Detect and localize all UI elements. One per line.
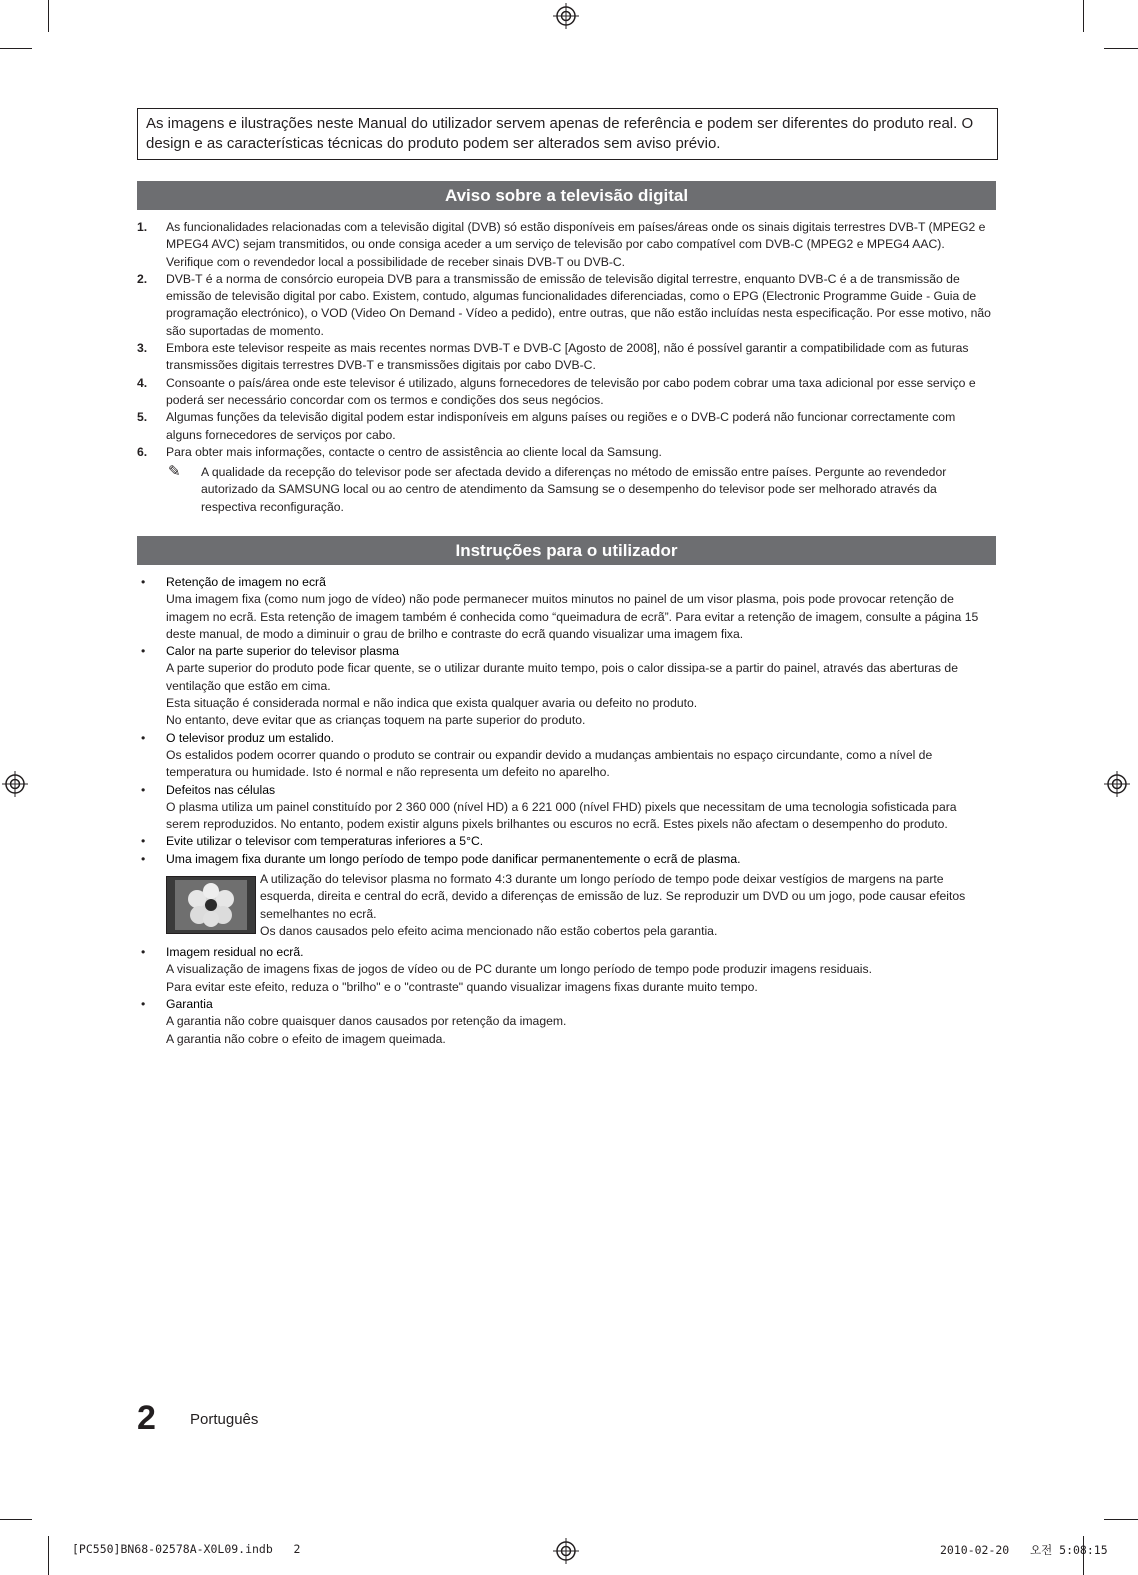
list-item — [137, 271, 993, 340]
crop-mark — [48, 0, 49, 32]
list-item — [137, 996, 993, 1048]
print-slug-file: [PC550]BN68-02578A-X0L09.indb 2 — [72, 1542, 301, 1556]
digital-tv-notice-list — [137, 219, 993, 516]
note-text: A qualidade da recepção do televisor pode ser afectada devido a diferenças no método de emissão entre países. Pergunte ao revendedor autorizado da SAMSUNG local ou ao centro de atendimento da Samsung se o desempenho do televisor pode ser melhorado através da respectiva reconfiguração. — [201, 465, 947, 514]
item-text: Uma imagem fixa (como num jogo de vídeo) não pode permanecer muitos minutos no painel de um visor plasma, pois pode provocar retenção de imagem no ecrã. Esta retenção de imagem também é conhecida como “queimadura de ecrã”. Para evitar a retenção de imagem, consulte a página 15 deste manual, de modo a diminuir o grau de brilho e contraste do ecrã quando visualizar uma imagem fixa. — [166, 592, 979, 641]
disclaimer-box: As imagens e ilustrações neste Manual do utilizador servem apenas de referência e podem ser diferentes do produto real. O design e as características técnicas do produto podem ser alterados sem aviso prévio. — [137, 108, 998, 160]
item-heading: Evite utilizar o televisor com temperaturas inferiores a 5°C. — [166, 834, 484, 849]
image-caption — [166, 871, 993, 940]
item-heading: Defeitos nas células — [166, 782, 276, 797]
crop-mark — [1104, 1519, 1138, 1520]
item-text: Embora este televisor respeite as mais recentes normas DVB-T e DVB-C [Agosto de 2008], não é possível garantir a compatibilidade com as futuras transmissões digitais terrestres DVB-T e transmissões digitais por cabo DVB-C. — [166, 341, 969, 373]
item-text: Para evitar este efeito, reduza o "brilho" e o "contraste" quando visualizar imagens fixas durante muito tempo. — [166, 979, 758, 994]
list-item — [137, 574, 993, 643]
bullet-icon: • — [141, 782, 146, 797]
section-title-digital-tv: Aviso sobre a televisão digital — [137, 181, 996, 210]
list-item — [137, 730, 993, 782]
item-text: Algumas funções da televisão digital podem estar indisponíveis em alguns países ou regiões e o DVB-C poderá não funcionar correctamente com alguns fornecedores de serviços por cabo. — [166, 410, 956, 442]
crop-mark — [1104, 48, 1138, 49]
list-item — [137, 833, 993, 850]
item-text: Os estalidos podem ocorrer quando o produto se contrair ou expandir devido a mudanças ambientais no espaço circundante, como a nível de temperatura ou humidade. Isto é normal e não representa um defeito no aparelho. — [166, 747, 933, 780]
item-heading: Garantia — [166, 996, 213, 1011]
item-text: A visualização de imagens fixas de jogos de vídeo ou de PC durante um longo período de tempo pode produzir imagens residuais. — [166, 962, 872, 977]
item-text: DVB-T é a norma de consórcio europeia DVB para a transmissão de emissão de televisão digital terrestre, enquanto DVB-C é a de transmissão de emissão de televisão digital por cabo. Existem, contudo, algumas funcionalidades diferenciadas, como o EPG (Electronic Programme Guide - Guia de programação electrónico), o VOD (Video On Demand - Vídeo a pedido), entre outras, que não estão incluídas nesta especificação. Por esse motivo, não são suportadas de momento. — [166, 271, 991, 338]
caption-text: Os danos causados pelo efeito acima mencionado não estão cobertos pela garantia. — [260, 923, 718, 938]
bullet-icon: • — [141, 644, 146, 659]
caption-text: A utilização do televisor plasma no formato 4:3 durante um longo período de tempo pode deixar vestígios de margens na parte esquerda, direita e central do ecrã, devido a diferenças de emissão de luz. Se reproduzir um DVD ou um jogo, pode causar efeitos semelhantes no ecrã. — [260, 872, 966, 921]
item-text: A garantia não cobre o efeito de imagem queimada. — [166, 1031, 446, 1046]
bullet-icon: • — [141, 851, 146, 866]
list-item — [137, 851, 993, 868]
bullet-icon: • — [141, 575, 146, 589]
item-number: 5. — [137, 410, 148, 425]
registration-mark-icon — [553, 1538, 579, 1564]
list-item — [137, 409, 993, 444]
bullet-icon: • — [141, 834, 146, 849]
crop-mark — [0, 48, 32, 49]
crop-mark — [1083, 0, 1084, 32]
item-heading: O televisor produz um estalido. — [166, 730, 334, 745]
item-text: Consoante o país/área onde este televisor é utilizado, alguns fornecedores de televisão por cabo podem cobrar uma taxa adicional por esse serviço e poderá ser necessário concordar com os termos e condições dos seus negócios. — [166, 375, 976, 407]
item-text: As funcionalidades relacionadas com a televisão digital (DVB) só estão disponíveis em países/áreas onde os sinais digitais terrestres DVB-T (MPEG2 e MPEG4 AVC) sejam transmitidos, ou onde consiga aceder a um serviço de televisão por cabo compatível com DVB-C (MPEG2 e MPEG4 AAC). Verifique com o revendedor local a possibilidade de receber sinais DVB-T ou DVB-C. — [166, 220, 986, 269]
item-text: A garantia não cobre quaisquer danos causados por retenção da imagem. — [166, 1014, 567, 1029]
item-heading: Uma imagem fixa durante um longo período de tempo pode danificar permanentemente o ecrã de plasma. — [166, 851, 741, 866]
language-label: Português — [190, 1411, 259, 1428]
note — [137, 464, 993, 516]
item-text: No entanto, deve evitar que as crianças toquem na parte superior do produto. — [166, 713, 586, 728]
registration-mark-icon — [1104, 771, 1130, 797]
pencil-note-icon: ✎ — [168, 463, 181, 481]
bullet-icon: • — [141, 730, 146, 745]
list-item — [137, 444, 993, 461]
list-item — [137, 340, 993, 375]
list-item — [137, 944, 993, 996]
registration-mark-icon — [2, 771, 28, 797]
item-text: O plasma utiliza um painel constituído por 2 360 000 (nível HD) a 6 221 000 (nível FHD) pixels que necessitam de uma tecnologia sofisticada para serem reproduzidos. No entanto, podem existir alguns pixels brilhantes ou escuros no ecrã. Estes pixels não afectam o desempenho do produto. — [166, 799, 957, 832]
crop-mark — [48, 1536, 49, 1575]
registration-mark-icon — [553, 3, 579, 29]
item-text: Esta situação é considerada normal e não indica que exista qualquer avaria ou defeito no produto. — [166, 696, 698, 711]
section-title-user-instructions: Instruções para o utilizador — [137, 536, 996, 565]
item-number: 2. — [137, 271, 148, 286]
item-number: 6. — [137, 444, 148, 459]
image-warning-block — [137, 871, 993, 941]
list-item — [137, 219, 993, 271]
page-number: 2 — [137, 1399, 156, 1437]
user-instructions-list — [137, 574, 993, 1048]
item-heading: Retenção de imagem no ecrã — [166, 575, 326, 589]
item-text: A parte superior do produto pode ficar quente, se o utilizar durante muito tempo, pois o calor dissipa-se a partir do painel, através das aberturas de ventilação que estão em cima. — [166, 661, 958, 693]
list-item — [137, 375, 993, 410]
list-item — [137, 782, 993, 834]
bullet-icon: • — [141, 996, 146, 1011]
item-number: 1. — [137, 220, 148, 234]
item-heading: Calor na parte superior do televisor plasma — [166, 644, 400, 659]
item-heading: Imagem residual no ecrã. — [166, 945, 304, 960]
item-number: 3. — [137, 341, 148, 356]
crop-mark — [0, 1519, 32, 1520]
item-text: Para obter mais informações, contacte o centro de assistência ao cliente local da Samsung. — [166, 444, 662, 459]
item-number: 4. — [137, 375, 148, 390]
list-item — [137, 643, 993, 729]
print-slug-date: 2010-02-20 오전 5:08:15 — [940, 1543, 1108, 1557]
bullet-icon: • — [141, 945, 146, 960]
tv-screen-image — [166, 876, 256, 934]
